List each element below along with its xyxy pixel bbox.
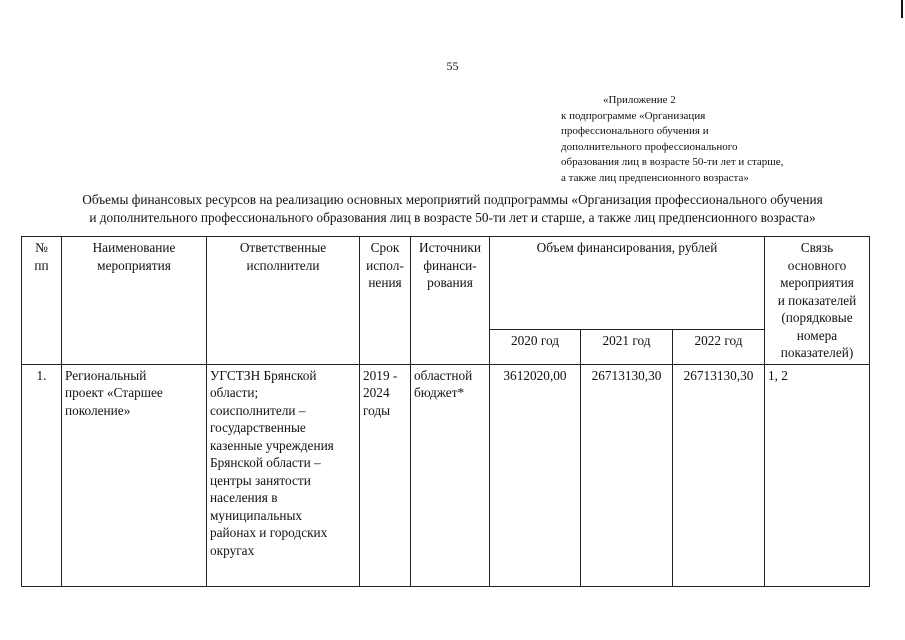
header-text: исполнители: [246, 257, 320, 273]
cell-line: казенные учреждения: [210, 437, 334, 453]
row-2022-amount: 26713130,30: [673, 364, 765, 586]
cell-line: бюджет*: [414, 385, 465, 400]
header-text: Срок: [370, 240, 400, 255]
header-text: и показателей: [777, 292, 857, 308]
header-text: Ответственные: [239, 240, 327, 255]
appendix-line: к подпрограмме «Организация: [561, 109, 706, 122]
row-2020-amount: 3612020,00: [490, 364, 581, 586]
row-source: [411, 364, 490, 586]
row-2021-amount: 26713130,30: [581, 364, 673, 586]
cell-line: округах: [210, 542, 255, 558]
header-text: нения: [368, 275, 402, 290]
header-funding: Объем финансирования, рублей: [490, 237, 765, 330]
header-text: №: [35, 240, 48, 255]
cell-line: проект «Старшее: [65, 385, 163, 400]
cell-line: соисполнители –: [210, 402, 306, 418]
cell-line: областной: [414, 367, 473, 383]
appendix-note: [561, 93, 783, 186]
header-term: [360, 237, 411, 365]
cell-line: поколение»: [65, 402, 131, 418]
row-term: [360, 364, 411, 586]
cell-line: муниципальных: [210, 507, 303, 523]
cell-line: Региональный: [65, 367, 147, 383]
header-text: мероприятия: [780, 275, 854, 290]
cell-line: государственные: [210, 420, 306, 435]
header-num: [22, 237, 62, 365]
cell-line: районах и городских: [210, 525, 328, 540]
appendix-line: образования лиц в возрасте 50-ти лет и старше,: [561, 156, 784, 168]
row-executors: [207, 364, 360, 586]
title-line: и дополнительного профессионального образования лиц в возрасте 50-ти лет и старше, а также лиц предпенсионного возраста»: [89, 210, 816, 225]
funding-table: [21, 236, 870, 587]
row-num: 1.: [22, 364, 62, 586]
header-text: Наименование: [92, 240, 176, 255]
page-number: 55: [446, 59, 459, 73]
cell-line: Брянской области –: [210, 455, 321, 470]
appendix-line: а также лиц предпенсионного возраста»: [561, 171, 749, 184]
header-text: (порядковые: [781, 310, 853, 325]
document-title: [10, 191, 895, 227]
header-text: Источники: [419, 240, 481, 255]
cell-line: центры занятости: [210, 472, 311, 488]
header-row: [22, 237, 870, 330]
header-link: [765, 237, 870, 365]
cell-line: 2019 -: [363, 367, 398, 383]
header-text: мероприятия: [97, 257, 171, 273]
header-text: показателей): [780, 345, 854, 360]
appendix-line: профессионального обучения и: [561, 125, 709, 137]
header-name: [62, 237, 207, 365]
header-year-2020: 2020 год: [490, 329, 581, 364]
cell-line: годы: [363, 402, 391, 418]
row-name: [62, 364, 207, 586]
table-row: [22, 364, 870, 586]
cell-line: УГСТЗН Брянской: [210, 367, 317, 383]
cell-line: населения в: [210, 490, 278, 505]
row-link: 1, 2: [765, 364, 870, 586]
header-text: рования: [427, 275, 473, 290]
header-text: испол-: [366, 257, 404, 273]
header-executors: [207, 237, 360, 365]
header-text: номера: [796, 327, 838, 343]
scan-edge-mark: [901, 0, 903, 18]
header-text: Связь: [800, 240, 834, 255]
header-text: пп: [34, 257, 49, 273]
header-text: основного: [787, 257, 847, 273]
header-sources: [411, 237, 490, 365]
appendix-line: дополнительного профессионального: [561, 140, 738, 153]
cell-line: области;: [210, 385, 259, 400]
appendix-line: «Приложение 2: [603, 94, 676, 106]
header-year-2021: 2021 год: [581, 329, 673, 364]
header-text: финанси-: [423, 257, 477, 273]
header-year-2022: 2022 год: [673, 329, 765, 364]
title-line: Объемы финансовых ресурсов на реализацию основных мероприятий подпрограммы «Организация профессионального обучения: [82, 192, 823, 207]
cell-line: 2024: [363, 385, 390, 400]
